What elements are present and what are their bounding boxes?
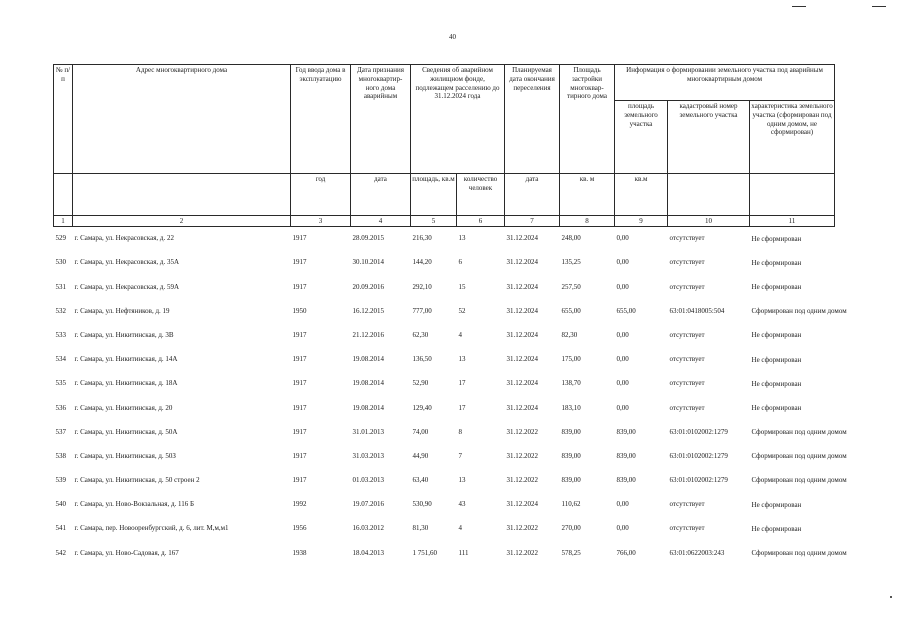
unit-plan-date: дата [505, 174, 560, 216]
row-planned-date: 31.12.2024 [506, 306, 539, 315]
table-row [54, 541, 835, 565]
row-characteristic: Сформирован под одним домом [751, 476, 847, 485]
row-number: 534 [55, 355, 66, 364]
row-area: 216,30 [412, 234, 432, 243]
row-number: 540 [55, 500, 66, 509]
row-number: 531 [55, 282, 66, 291]
row-cadastral: 63:01:0102002:1279 [669, 476, 728, 485]
row-characteristic: Не сформирован [751, 355, 802, 364]
row-cadastral: отсутствует [669, 524, 705, 533]
page-number: 40 [449, 33, 456, 41]
row-cadastral: отсутствует [669, 379, 705, 388]
row-planned-date: 31.12.2022 [506, 451, 539, 460]
col-head-year: Год ввода дома в эксплуатацию [291, 65, 351, 174]
table-row [54, 372, 835, 396]
row-building-area: 175,00 [561, 355, 581, 364]
row-characteristic: Сформирован под одним домом [751, 428, 847, 437]
row-building-area: 578,25 [561, 548, 581, 557]
row-cadastral: 63:01:0622003:243 [669, 548, 725, 557]
row-date-emergency: 19.07.2016 [352, 500, 384, 509]
row-year: 1992 [292, 500, 307, 509]
row-address: г. Самара, ул. Никитинская, д. 50З [74, 451, 176, 460]
table-row [54, 468, 835, 492]
col-number: 5 [411, 216, 457, 227]
table-row [54, 444, 835, 468]
col-number: 9 [615, 216, 668, 227]
row-area: 62,30 [412, 330, 429, 339]
row-area: 129,40 [412, 403, 432, 412]
row-characteristic: Не сформирован [751, 258, 802, 267]
scan-mark [792, 6, 806, 7]
row-cadastral: отсутствует [669, 282, 705, 291]
row-people: 15 [458, 282, 466, 291]
col-head-address: Адрес многоквартирного дома [73, 65, 291, 174]
unit-land-area: кв.м [615, 174, 668, 216]
row-land-area: 839,00 [616, 451, 636, 460]
row-date-emergency: 31.03.2013 [352, 451, 384, 460]
row-people: 13 [458, 234, 466, 243]
row-land-area: 0,00 [616, 500, 629, 509]
row-area: 63,40 [412, 476, 429, 485]
row-area: 52,90 [412, 379, 429, 388]
row-land-area: 0,00 [616, 403, 629, 412]
row-area: 74,00 [412, 427, 429, 436]
col-head-land-group: Информация о формировании земельного участка под аварийным многоквартирным домом [615, 65, 835, 101]
row-address: г. Самара, ул. Никитинская, д. 50А [74, 427, 178, 436]
row-year: 1956 [292, 524, 307, 533]
row-year: 1938 [292, 548, 307, 557]
col-number: 2 [73, 216, 291, 227]
row-planned-date: 31.12.2024 [506, 234, 539, 243]
row-year: 1917 [292, 258, 307, 267]
row-land-area: 0,00 [616, 524, 629, 533]
row-land-area: 766,00 [616, 548, 636, 557]
row-year: 1917 [292, 427, 307, 436]
row-address: г. Самара, ул. Ново-Вокзальная, д. 116 Б [74, 500, 195, 509]
table-row [54, 396, 835, 420]
row-date-emergency: 18.04.2013 [352, 548, 384, 557]
row-building-area: 839,00 [561, 427, 581, 436]
row-building-area: 248,00 [561, 234, 581, 243]
row-land-area: 0,00 [616, 282, 629, 291]
row-year: 1917 [292, 379, 307, 388]
row-number: 529 [55, 234, 66, 243]
row-land-area: 0,00 [616, 330, 629, 339]
row-characteristic: Сформирован под одним домом [751, 307, 847, 316]
row-people: 6 [458, 258, 462, 267]
row-planned-date: 31.12.2022 [506, 427, 539, 436]
row-number: 535 [55, 379, 66, 388]
table-row [54, 323, 835, 347]
row-characteristic: Не сформирован [751, 500, 802, 509]
row-area: 144,20 [412, 258, 432, 267]
row-building-area: 135,25 [561, 258, 581, 267]
row-people: 7 [458, 451, 462, 460]
row-land-area: 0,00 [616, 234, 629, 243]
row-cadastral: 63:01:0102002:1279 [669, 427, 728, 436]
row-planned-date: 31.12.2022 [506, 548, 539, 557]
unit-date: дата [351, 174, 411, 216]
row-characteristic: Не сформирован [751, 282, 802, 291]
row-year: 1950 [292, 306, 307, 315]
row-planned-date: 31.12.2024 [506, 330, 539, 339]
row-cadastral: отсутствует [669, 330, 705, 339]
row-year: 1917 [292, 282, 307, 291]
col-number: 7 [505, 216, 560, 227]
row-area: 292,10 [412, 282, 432, 291]
row-planned-date: 31.12.2024 [506, 258, 539, 267]
row-address: г. Самара, ул. Никитинская, д. 50 строен 2 [74, 476, 200, 485]
table-row [54, 275, 835, 299]
row-planned-date: 31.12.2024 [506, 355, 539, 364]
row-area: 81,30 [412, 524, 429, 533]
row-characteristic: Сформирован под одним домом [751, 452, 847, 461]
row-address: г. Самара, пер. Новооренбургский, д. 6, лит. М,м,м1 [74, 524, 229, 533]
table-row [54, 420, 835, 444]
table-row [54, 493, 835, 517]
unit-build-area: кв. м [560, 174, 615, 216]
col-number: 1 [54, 216, 73, 227]
row-cadastral: отсутствует [669, 258, 705, 267]
row-area: 136,50 [412, 355, 432, 364]
row-date-emergency: 31.01.2013 [352, 427, 384, 436]
row-date-emergency: 01.03.2013 [352, 476, 384, 485]
column-number-row [54, 216, 835, 227]
unit-address [73, 174, 291, 216]
row-people: 8 [458, 427, 462, 436]
row-number: 536 [55, 403, 66, 412]
row-characteristic: Не сформирован [751, 403, 802, 412]
row-characteristic: Не сформирован [751, 524, 802, 533]
row-year: 1917 [292, 330, 307, 339]
row-date-emergency: 21.12.2016 [352, 330, 384, 339]
row-characteristic: Не сформирован [751, 234, 802, 243]
row-cadastral: отсутствует [669, 500, 705, 509]
row-year: 1917 [292, 451, 307, 460]
row-address: г. Самара, ул. Ново-Садовая, д. 167 [74, 548, 179, 557]
row-planned-date: 31.12.2024 [506, 500, 539, 509]
row-number: 541 [55, 524, 66, 533]
row-number: 539 [55, 476, 66, 485]
row-year: 1917 [292, 234, 307, 243]
row-planned-date: 31.12.2024 [506, 379, 539, 388]
row-cadastral: 63:01:0102002:1279 [669, 451, 728, 460]
row-land-area: 0,00 [616, 355, 629, 364]
row-land-area: 839,00 [616, 476, 636, 485]
row-people: 4 [458, 330, 462, 339]
row-building-area: 270,00 [561, 524, 581, 533]
row-planned-date: 31.12.2024 [506, 403, 539, 412]
row-address: г. Самара, ул. Некрасовская, д. 22 [74, 234, 174, 243]
table-row [54, 299, 835, 323]
row-building-area: 82,30 [561, 330, 578, 339]
row-people: 13 [458, 355, 466, 364]
col-number: 3 [291, 216, 351, 227]
row-number: 532 [55, 306, 66, 315]
row-year: 1917 [292, 355, 307, 364]
col-number: 11 [750, 216, 835, 227]
row-characteristic: Не сформирован [751, 379, 802, 388]
row-year: 1917 [292, 403, 307, 412]
scan-speck [890, 596, 892, 598]
col-head-characteristic: характеристика земельного участка (сформирован под одним домом, не сформирован) [750, 101, 835, 174]
table-row [54, 227, 835, 251]
row-people: 111 [458, 548, 469, 557]
unit-people: количество человек [457, 174, 505, 216]
row-address: г. Самара, ул. Никитинская, д. 18А [74, 379, 178, 388]
row-cadastral: отсутствует [669, 355, 705, 364]
table-row [54, 347, 835, 371]
row-people: 43 [458, 500, 466, 509]
unit-characteristic [750, 174, 835, 216]
row-building-area: 839,00 [561, 451, 581, 460]
row-building-area: 110,62 [561, 500, 581, 509]
row-address: г. Самара, ул. Некрасовская, д. 59А [74, 282, 180, 291]
unit-area: площадь, кв.м [411, 174, 457, 216]
col-number: 4 [351, 216, 411, 227]
row-area: 777,00 [412, 306, 432, 315]
row-cadastral: 63:01:0418005:504 [669, 306, 725, 315]
row-people: 4 [458, 524, 462, 533]
unit-cadastral [668, 174, 750, 216]
row-date-emergency: 30.10.2014 [352, 258, 384, 267]
unit-year: год [291, 174, 351, 216]
row-date-emergency: 19.08.2014 [352, 355, 384, 364]
row-building-area: 183,10 [561, 403, 581, 412]
table-row [54, 517, 835, 541]
row-address: г. Самара, ул. Никитинская, д. 3В [74, 330, 174, 339]
row-cadastral: отсутствует [669, 234, 705, 243]
row-date-emergency: 28.09.2015 [352, 234, 384, 243]
row-people: 52 [458, 306, 466, 315]
row-area: 1 751,60 [412, 548, 437, 557]
emergency-housing-table [53, 64, 847, 565]
row-number: 530 [55, 258, 66, 267]
col-head-emergency-group: Сведения об аварийном жилищном фонде, подлежащем расселению до 31.12.2024 года [411, 65, 505, 174]
row-address: г. Самара, ул. Некрасовская, д. 35А [74, 258, 180, 267]
row-area: 44,90 [412, 451, 429, 460]
row-date-emergency: 19.08.2014 [352, 403, 384, 412]
row-number: 538 [55, 451, 66, 460]
row-building-area: 655,00 [561, 306, 581, 315]
row-land-area: 655,00 [616, 306, 636, 315]
col-head-date-emergency: Дата признания многоквартир-ного дома аварийным [351, 65, 411, 174]
row-date-emergency: 20.09.2016 [352, 282, 384, 291]
row-number: 537 [55, 427, 66, 436]
row-planned-date: 31.12.2022 [506, 524, 539, 533]
row-cadastral: отсутствует [669, 403, 705, 412]
row-area: 530,90 [412, 500, 432, 509]
col-head-land-area: площадь земельного участка [615, 101, 668, 174]
row-date-emergency: 19.08.2014 [352, 379, 384, 388]
row-characteristic: Сформирован под одним домом [751, 549, 847, 557]
col-head-planned-date: Планируемая дата окончания переселения [505, 65, 560, 174]
row-address: г. Самара, ул. Никитинская, д. 14А [74, 355, 178, 364]
row-land-area: 839,00 [616, 427, 636, 436]
col-head-cadastral: кадастровый номер земельного участка [668, 101, 750, 174]
row-building-area: 257,50 [561, 282, 581, 291]
col-number: 6 [457, 216, 505, 227]
row-planned-date: 31.12.2022 [506, 476, 539, 485]
row-date-emergency: 16.12.2015 [352, 306, 384, 315]
row-people: 13 [458, 476, 466, 485]
row-date-emergency: 16.03.2012 [352, 524, 384, 533]
table-row [54, 251, 835, 275]
row-number: 542 [55, 548, 66, 557]
row-people: 17 [458, 403, 466, 412]
row-land-area: 0,00 [616, 379, 629, 388]
unit-num [54, 174, 73, 216]
col-head-building-area: Площадь застройки многоквар-тирного дома [560, 65, 615, 174]
row-year: 1917 [292, 476, 307, 485]
row-planned-date: 31.12.2024 [506, 282, 539, 291]
row-people: 17 [458, 379, 466, 388]
col-number: 10 [668, 216, 750, 227]
row-number: 533 [55, 330, 66, 339]
col-head-num: № п/п [54, 65, 73, 174]
row-characteristic: Не сформирован [751, 331, 802, 340]
row-address: г. Самара, ул. Нефтяников, д. 19 [74, 306, 170, 315]
row-address: г. Самара, ул. Никитинская, д. 20 [74, 403, 173, 412]
row-land-area: 0,00 [616, 258, 629, 267]
row-building-area: 138,70 [561, 379, 581, 388]
scan-mark [872, 6, 886, 7]
col-number: 8 [560, 216, 615, 227]
row-building-area: 839,00 [561, 476, 581, 485]
